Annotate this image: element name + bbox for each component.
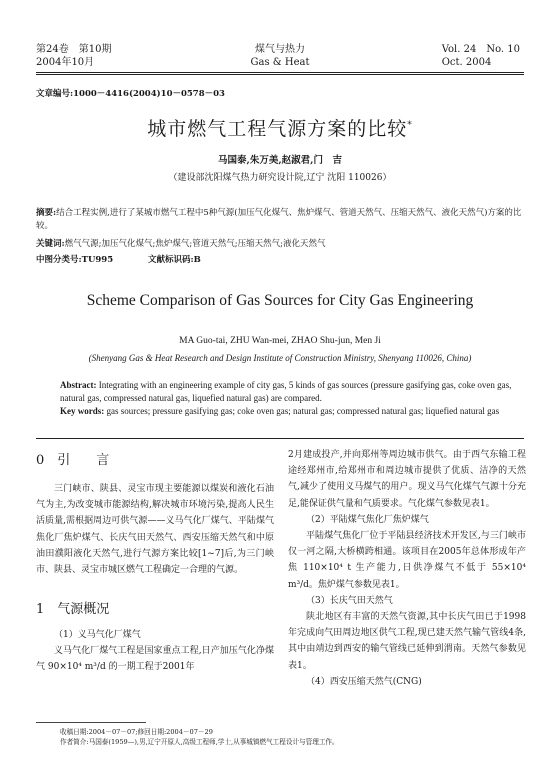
- keywords-cn: [36, 238, 526, 251]
- classification-number: 中图分类号:TU995: [36, 255, 114, 265]
- section-0-paragraph: 三门峡市、陕县、灵宝市现主要能源以煤炭和液化石油气为主,为改变城市能源结构,解决城市环境污染,提高人民生活质量,需根据周边可供气源——义马气化厂煤气、平陆煤气焦化厂焦炉煤气、长庆气田天然气、西安压缩天然气和中原油田濮阳液化天然气,进行气源方案比较[1~7]后,为三门峡市、陕县、灵宝市城区燃气工程确定一合理的气源。: [36, 484, 274, 576]
- header-rule-thin: [36, 74, 524, 75]
- title-footnote-mark: *: [407, 120, 413, 131]
- keywords-cn-label: 关键词:: [36, 239, 65, 249]
- author-list: 马国泰,朱万美,赵淑君,门 吉: [218, 155, 342, 166]
- abstract-cn: [36, 207, 526, 233]
- subsection-yima-heading: （1）义马气化厂煤气: [54, 630, 141, 640]
- subsection-pinglu-paragraph: 平陆煤气焦化厂位于平陆县经济技术开发区,与三门峡市仅一河之隔,大桥横跨相通。该项目在2005年总体形成年产焦 110×10⁴ t 生产能力,日供净煤气不低于 55×10⁴ m³/d。焦炉煤气参数见表1。: [288, 531, 526, 590]
- english-keywords-label: Key words:: [60, 406, 105, 416]
- subsection-pinglu-heading: （2）平陆煤气焦化厂焦炉煤气: [306, 514, 429, 525]
- issue-date: 2004年10月: [36, 57, 95, 68]
- english-authors: MA Guo-tai, ZHU Wan-mei, ZHAO Shu-jun, Men Ji: [179, 336, 381, 346]
- english-title: Scheme Comparison of Gas Sources for City Gas Engineering: [86, 292, 474, 309]
- abstract-divider: [36, 438, 524, 439]
- english-affiliation: (Shenyang Gas & Heat Research and Design Institute of Construction Ministry, Shenyang 110026, China): [88, 353, 472, 363]
- footnote-author-bio: 作者简介:马国泰(1959—),男,辽宁开原人,高级工程师,学士,从事城镇燃气工程设计与管理工作。: [60, 738, 339, 746]
- english-abstract-label: Abstract:: [60, 380, 97, 390]
- section-1-heading: 1 气源概况: [36, 602, 110, 617]
- issue-volume: 第24卷 第10期: [36, 44, 112, 55]
- title-text: 城市燃气工程气源方案的比较: [147, 118, 408, 140]
- section-1-left: [36, 627, 274, 676]
- section-0-heading: 0 引 言: [36, 453, 110, 468]
- affiliation: （建设部沈阳煤气热力研究设计院,辽宁 沈阳 110026）: [168, 173, 392, 183]
- section-0-body: [36, 481, 274, 578]
- keywords-cn-text: 燃气气源;加压气化煤气;焦炉煤气;管道天然气;压缩天然气;液化天然气: [64, 239, 326, 249]
- footnote: [60, 727, 339, 747]
- right-column: [288, 447, 526, 690]
- document-code: 文献标识码:B: [148, 255, 201, 265]
- footnote-rule: [36, 722, 146, 723]
- volume-en: Vol. 24 No. 10: [441, 44, 520, 55]
- english-abstract: [60, 379, 524, 405]
- subsection-cng-heading: （4）西安压缩天然气(CNG): [306, 676, 422, 687]
- journal-name-en: Gas & Heat: [250, 57, 310, 68]
- header-rule: [36, 72, 524, 73]
- english-keywords-text: gas sources; pressure gasifying gas; coke oven gas; natural gas; compressed natural gas; liquefied natural gas: [104, 406, 500, 416]
- footnote-dates: 收稿日期:2004－07－07;修回日期:2004－07－29: [60, 728, 213, 736]
- article-number: 文章编号:1000－4416(2004)10－0578－03: [36, 89, 225, 99]
- page-title: [0, 114, 560, 141]
- english-abstract-text: Integrating with an engineering example of city gas, 5 kinds of gas sources (pressure gasifying gas, coke oven gas, natural gas, compressed natural gas, liquefied natural gas) are compared.: [60, 380, 512, 403]
- english-keywords: [60, 405, 524, 418]
- abstract-cn-label: 摘要:: [36, 208, 57, 218]
- subsection-changqing-paragraph: 陕北地区有丰富的天然气资源,其中长庆气田已于1998年完成向气田周边地区供气工程,现已建天然气输气管线4条,其中由靖边到西安的输气管线已延伸到渭南。天然气参数见表1。: [288, 612, 526, 671]
- journal-volume-en: [442, 43, 520, 69]
- journal-name-cn: 煤气与热力: [255, 44, 305, 55]
- subsection-yima-paragraph: 义马气化厂煤气工程是国家重点工程,日产加压气化净煤气 90×10⁴ m³/d 的一期工程于2001年: [36, 646, 274, 673]
- abstract-cn-text: 结合工程实例,进行了某城市燃气工程中5种气源(加压气化煤气、焦炉煤气、管道天然气、压缩天然气、液化天然气)方案的比较。: [36, 208, 522, 231]
- subsection-changqing-heading: （3）长庆气田天然气: [306, 595, 393, 606]
- yima-continued-paragraph: 2月建成投产,并向郑州等周边城市供气。由于西气东输工程途经郑州市,给郑州市和周边城市提供了优质、洁净的天然气,减少了使用义马煤气的用户。现义马气化煤气气源十分充足,能保证供气量和气质要求。气化煤气参数见表1。: [288, 450, 526, 509]
- date-en: Oct. 2004: [441, 57, 492, 68]
